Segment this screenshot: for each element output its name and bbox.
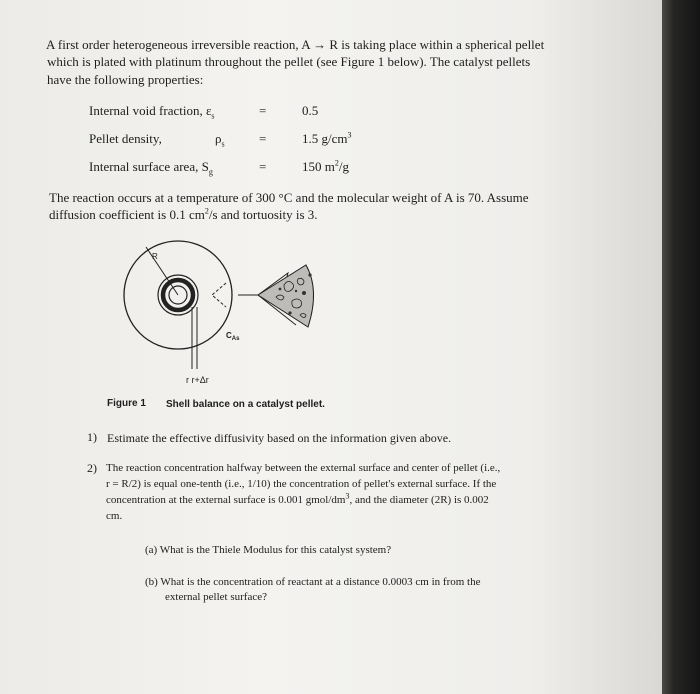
question-2-line-4: cm. <box>106 510 123 522</box>
label-r-dr: r r+Δr <box>186 375 209 385</box>
property-pellet-density-value: 1.5 $g/cm^3$ <box>302 130 352 146</box>
property-pellet-density-equals: = <box>259 131 267 146</box>
question-2-number: 2) <box>87 461 97 475</box>
catalyst-pellet-figure <box>108 235 338 395</box>
question-2a: (a) What is the Thiele Modulus for this catalyst system? <box>145 544 392 556</box>
intro-line-1: A first order heterogeneous irreversible reaction, A → R is taking place within a spherical pellet <box>46 37 545 52</box>
conditions-line-2: diffusion coefficient is 0.1 $cm^2/s$ and tortuosity is 3. <box>49 206 318 222</box>
question-2-line-3: concentration at the external surface is 0.001 gmol/$dm^3$, and the diameter (2R) is 0.002 <box>106 491 489 506</box>
label-R: R <box>152 252 158 261</box>
property-void-fraction-equals: = <box>259 103 267 118</box>
question-1-number: 1) <box>87 430 97 444</box>
property-void-fraction-value: 0.5 <box>302 103 319 118</box>
property-pellet-density-symbol: $\rho_s$ <box>215 131 225 149</box>
figure-caption-number: Figure 1 <box>107 398 146 409</box>
property-surface-area-label: Internal surface area, $S_g$ <box>89 159 213 177</box>
property-surface-area-equals: = <box>259 159 267 174</box>
question-2b-line-2: external pellet surface? <box>165 591 267 603</box>
flux-arrow-left <box>212 283 226 307</box>
figure-caption-text: Shell balance on a catalyst pellet. <box>166 399 325 410</box>
label-CAs: $C_{As}$ <box>226 331 240 342</box>
question-2-line-1: The reaction concentration halfway between the external surface and center of pellet (i.e., <box>106 462 501 474</box>
conditions-line-1: The reaction occurs at a temperature of 300 °C and the molecular weight of A is 70. Assume <box>49 190 529 205</box>
intro-line-3: have the following properties: <box>47 72 204 87</box>
question-2-line-2: r = R/2) is equal one-tenth (i.e., 1/10) the concentration of pellet's external surface. If the <box>106 478 497 490</box>
property-void-fraction-label: Internal void fraction, $\varepsilon_s$ <box>89 103 215 121</box>
question-1-text: Estimate the effective diffusivity based on the information given above. <box>107 431 452 445</box>
property-surface-area-value: 150 $m^2/g$ <box>302 158 349 174</box>
property-pellet-density-label: Pellet density, <box>89 131 162 146</box>
dark-background-edge <box>662 0 700 694</box>
question-2b-line-1: (b) What is the concentration of reactant at a distance 0.0003 cm in from the <box>145 576 481 588</box>
intro-line-2: which is plated with platinum throughout the pellet (see Figure 1 below). The catalyst pellets <box>47 54 531 69</box>
